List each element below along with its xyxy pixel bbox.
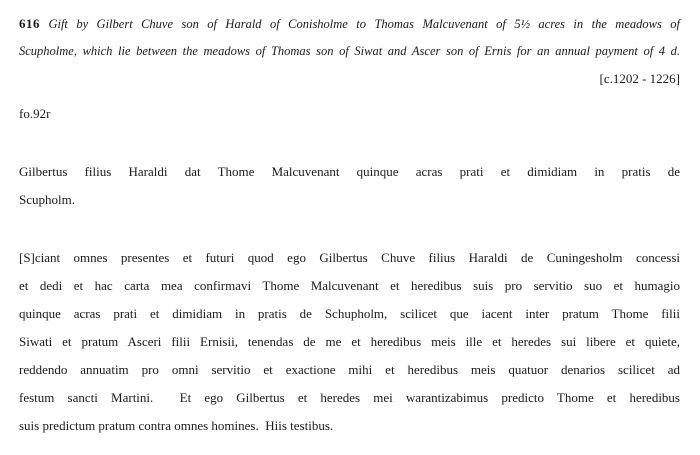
charter-line: Siwati et pratum Asceri filii Ernisii, tenendas de me et heredibus meis ille et heredes sui libere et quiete, — [19, 334, 680, 349]
headnote — [19, 10, 680, 92]
headnote-line-1 — [19, 10, 680, 38]
charter-line: reddendo annuatim pro omni servitio et exactione mihi et heredibus meis quatuor denarios scilicet ad — [19, 362, 680, 377]
entry-number: 616 — [19, 16, 40, 31]
latin-summary-paragraph — [19, 158, 680, 214]
date-range: [c.1202 - 1226] — [599, 71, 680, 86]
charter-line: [S]ciant omnes presentes et futuri quod ego Gilbertus Chuve filius Haraldi de Cuningesholm concessi — [19, 250, 680, 265]
headnote-line-2: Scupholme, which lie between the meadows of Thomas son of Siwat and Ascer son of Ernis for an annual payment of 4 d. — [19, 44, 680, 58]
charter-line: festum sancti Martini. Et ego Gilbertus et heredes mei warantizabimus predicto Thome et heredibus — [19, 390, 680, 405]
headnote-text-1: Gift by Gilbert Chuve son of Harald of Conisholme to Thomas Malcuvenant of 5½ acres in the meadows of — [48, 17, 680, 31]
summary-line: Gilbertus filius Haraldi dat Thome Malcuvenant quinque acras prati et dimidiam in pratis de — [19, 164, 680, 179]
charter-line: suis predictum pratum contra omnes homines. Hiis testibus. — [19, 418, 334, 433]
charter-text-paragraph — [19, 244, 680, 440]
charter-line: quinque acras prati et dimidiam in pratis de Schupholm, scilicet que iacent inter pratum Thome filii — [19, 306, 680, 321]
summary-line: Scupholm. — [19, 192, 75, 207]
charter-line: et dedi et hac carta mea confirmavi Thome Malcuvenant et heredibus suis pro servitio suo et humagio — [19, 278, 680, 293]
folio-reference: fo.92r — [19, 106, 51, 121]
